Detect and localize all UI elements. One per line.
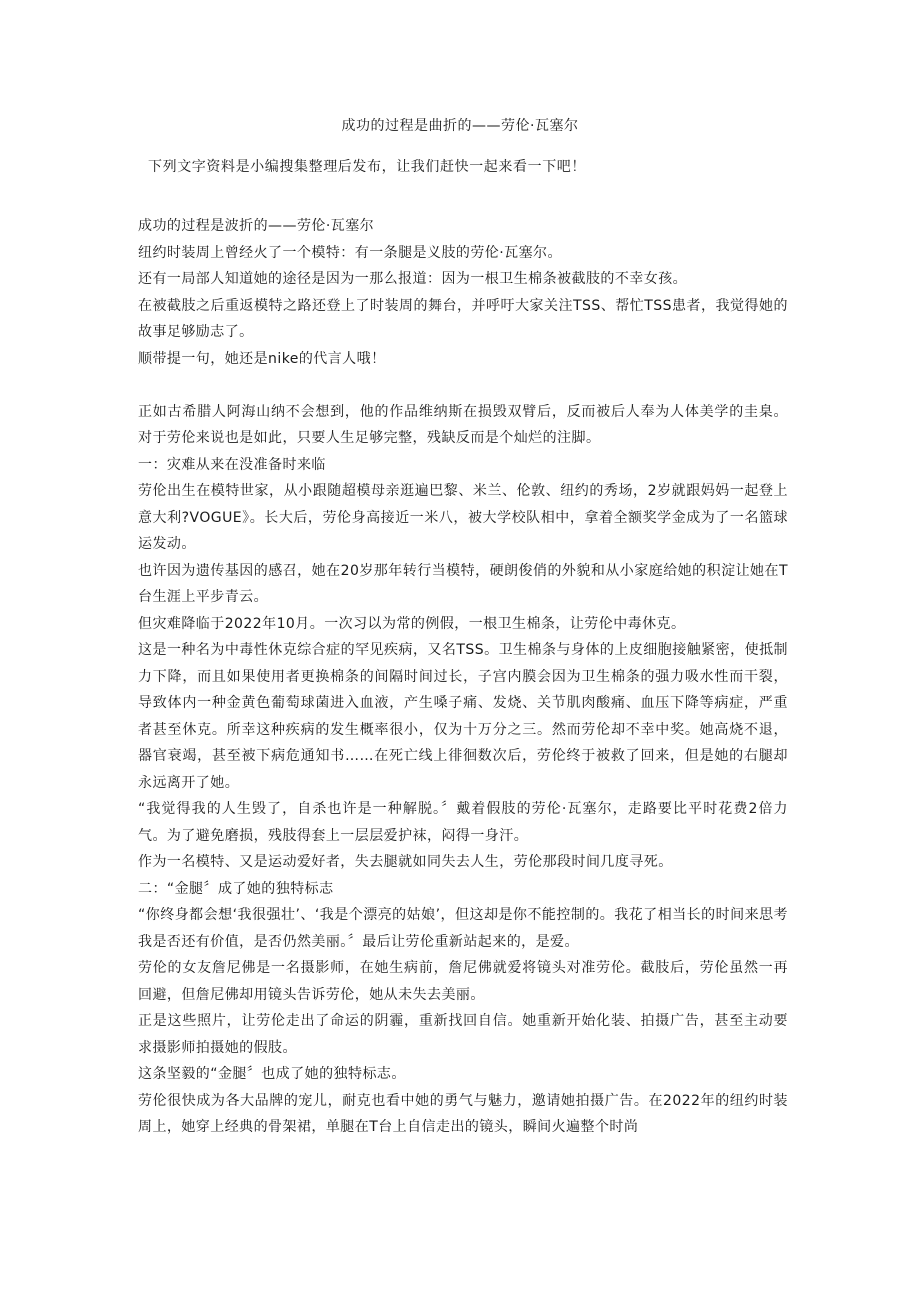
intro-line: 下列文字资料是小编搜集整理后发布，让我们赶快一起来看一下吧！ [148, 159, 586, 175]
paragraph: “我觉得我的人生毁了，自杀也许是一种解脱。〞戴着假肢的劳伦·瓦塞尔，走路要比平时花费2倍力气。为了避免磨损，残肢得套上一层层爱护袜，闷得一身汗。 [138, 801, 788, 844]
paragraph: 这是一种名为中毒性休克综合症的罕见疾病，又名TSS。卫生棉条与身体的上皮细胞接触紧密，使抵制力下降，而且如果使用者更换棉条的间隔时间过长，子宫内膜会因为卫生棉条的强力吸水性而干裂，导致体内一种金黄色葡萄球菌进入血液，产生嗓子痛、发烧、关节肌肉酸痛、血压下降等病症，严重者甚至休克。所幸这种疾病的发生概率很小，仅为十万分之三。然而劳伦却不幸中奖。她高烧不退，器官衰竭，甚至被下病危通知书……在死亡线上徘徊数次后，劳伦终于被救了回来，但是她的右腿却永远离开了她。 [138, 642, 788, 791]
section-heading: 二：“金腿〞成了她的独特标志 [138, 880, 334, 897]
paragraph: 这条坚毅的“金腿〞也成了她的独特标志。 [138, 1066, 406, 1082]
paragraph: 顺带提一句，她还是nike的代言人哦！ [138, 350, 386, 367]
paragraph: 正如古希腊人阿海山纳不会想到，他的作品维纳斯在损毁双臂后，反而被后人奉为人体美学的圭臬。对于劳伦来说也是如此，只要人生足够完整，残缺反而是个灿烂的注脚。 [138, 403, 788, 446]
paragraph: 成功的过程是波折的——劳伦·瓦塞尔 [138, 218, 375, 234]
document-title: 成功的过程是曲折的——劳伦·瓦塞尔 [341, 118, 579, 134]
article-body [138, 213, 788, 1141]
paragraph: 纽约时装周上曾经火了一个模特：有一条腿是义肢的劳伦·瓦塞尔。 [138, 244, 562, 261]
paragraph: 也许因为遗传基因的感召，她在20岁那年转行当模特，硬朗俊俏的外貌和从小家庭给她的积淀让她在T台生涯上平步青云。 [138, 562, 788, 605]
paragraph: 劳伦的女友詹尼佛是一名摄影师，在她生病前，詹尼佛就爱将镜头对准劳伦。截肢后，劳伦虽然一再回避，但詹尼佛却用镜头告诉劳伦，她从未失去美丽。 [138, 960, 788, 1003]
paragraph: 劳伦出生在模特世家，从小跟随超模母亲逛遍巴黎、米兰、伦敦、纽约的秀场，2岁就跟妈妈一起登上意大利?VOGUE》。长大后，劳伦身高接近一米八，被大学校队相中，拿着全额奖学金成为了一名篮球运发动。 [138, 483, 788, 552]
paragraph: “你终身都会想‘我很强壮’、‘我是个漂亮的姑娘’，但这却是你不能控制的。我花了相当长的时间来思考我是否还有价值，是否仍然美丽。〞最后让劳伦重新站起来的，是爱。 [138, 907, 788, 950]
paragraph-gap [138, 372, 788, 399]
paragraph: 正是这些照片，让劳伦走出了命运的阴霾，重新找回自信。她重新开始化装、拍摄广告，甚至主动要求摄影师拍摄她的假肢。 [138, 1013, 788, 1056]
section-heading: 一：灾难从来在没准备时来临 [138, 456, 326, 473]
paragraph: 还有一局部人知道她的途径是因为一那么报道：因为一根卫生棉条被截肢的不幸女孩。 [138, 271, 688, 287]
paragraph: 在被截肢之后重返模特之路还登上了时装周的舞台，并呼吁大家关注TSS、帮忙TSS患者，我觉得她的故事足够励志了。 [138, 297, 788, 340]
paragraph: 但灾难降临于2022年10月。一次习以为常的例假，一根卫生棉条，让劳伦中毒休克。 [138, 615, 686, 632]
paragraph: 劳伦很快成为各大品牌的宠儿，耐克也看中她的勇气与魅力，邀请她拍摄广告。在2022年的纽约时装周上，她穿上经典的骨架裙，单腿在T台上自信走出的镜头，瞬间火遍整个时尚 [138, 1092, 788, 1135]
paragraph: 作为一名模特、又是运动爱好者，失去腿就如同失去人生，劳伦那段时间几度寻死。 [138, 854, 673, 870]
